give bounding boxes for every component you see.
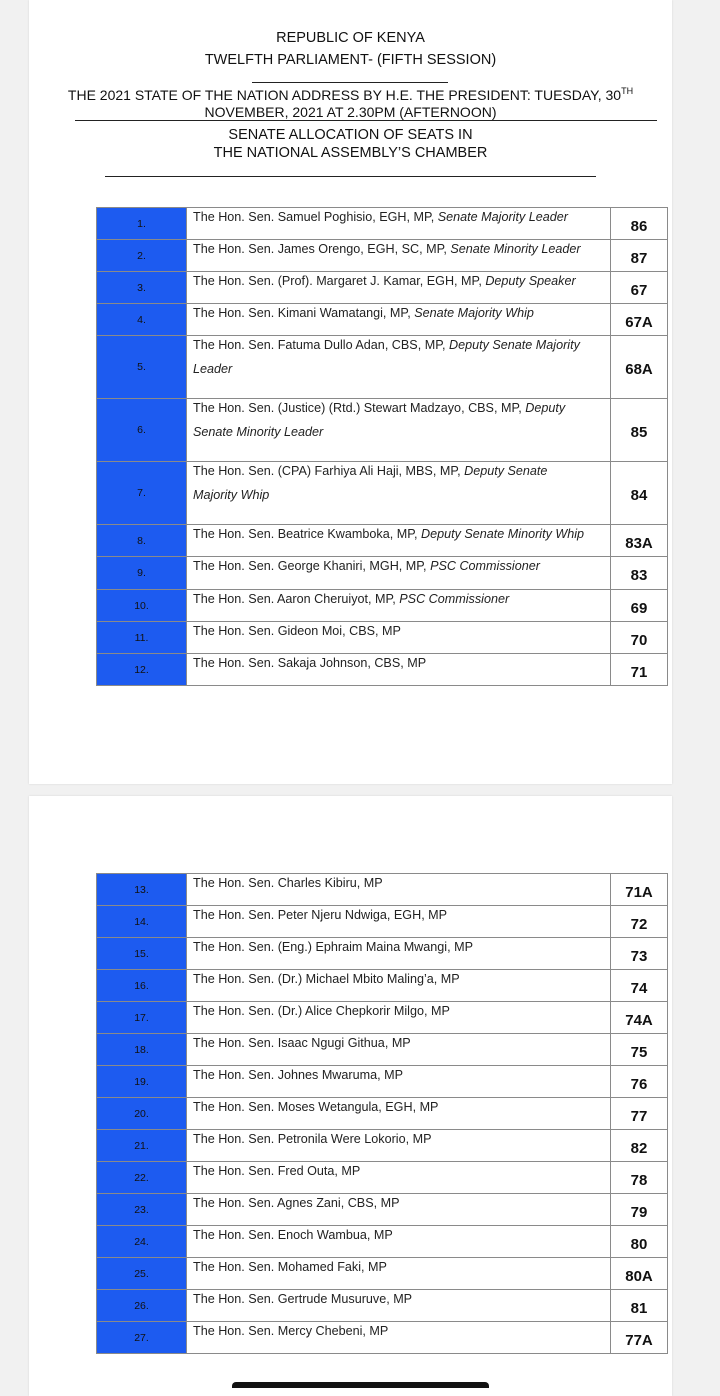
row-number: 18. [97,1034,187,1066]
table-row [97,654,668,686]
full-width-rule [75,120,657,121]
table-row [97,208,668,240]
row-number: 24. [97,1226,187,1258]
seat-number: 71A [611,874,668,906]
table-row [97,525,668,557]
table-row [97,462,668,525]
seat-number: 84 [611,462,668,525]
senator-cell [187,1194,611,1226]
senator-cell [187,1290,611,1322]
senator-cell [187,557,611,590]
senator-name: The Hon. Sen. (Dr.) Alice Chepkorir Milgo, MP [193,1004,450,1018]
senator-cell [187,938,611,970]
senator-name-line [193,401,606,416]
table-row [97,272,668,304]
senator-name: The Hon. Sen. Beatrice Kwamboka, MP, [193,527,421,541]
row-number: 2. [97,240,187,272]
allocation-heading-1: SENATE ALLOCATION OF SEATS IN [228,127,473,143]
row-number: 17. [97,1002,187,1034]
short-rule [252,82,448,83]
senator-role: Deputy [525,401,566,415]
table-row [97,557,668,590]
seat-number: 77A [611,1322,668,1354]
senator-role: Deputy Speaker [485,274,576,288]
row-number: 8. [97,525,187,557]
senator-cell [187,1002,611,1034]
senator-name: The Hon. Sen. (CPA) Farhiya Ali Haji, MBS, MP, [193,464,465,478]
senator-cell [187,622,611,654]
seat-number: 80 [611,1226,668,1258]
senator-name: The Hon. Sen. (Prof). Margaret J. Kamar, EGH, MP, [193,274,486,288]
address-line-2: NOVEMBER, 2021 AT 2.30PM (AFTERNOON) [204,104,497,120]
senator-cell [187,1098,611,1130]
seat-number: 74A [611,1002,668,1034]
row-number: 3. [97,272,187,304]
republic-heading: REPUBLIC OF KENYA [276,30,425,46]
seat-number: 72 [611,906,668,938]
senator-name: The Hon. Sen. (Dr.) Michael Mbito Maling’a, MP [193,972,460,986]
senator-name: The Hon. Sen. Petronila Were Lokorio, MP [193,1132,432,1146]
senator-role: Deputy Senate Minority Whip [420,527,585,541]
row-number: 16. [97,970,187,1002]
address-line-1-text: THE 2021 STATE OF THE NATION ADDRESS BY H.E. THE PRESIDENT: TUESDAY, 30 [67,87,622,103]
table-row [97,399,668,462]
row-number: 7. [97,462,187,525]
senator-name: The Hon. Sen. (Eng.) Ephraim Maina Mwangi, MP [193,940,473,954]
row-number: 25. [97,1258,187,1290]
senator-name: The Hon. Sen. Mohamed Faki, MP [193,1260,387,1274]
table-row [97,622,668,654]
senator-cell [187,1066,611,1098]
seat-number: 69 [611,590,668,622]
row-number: 10. [97,590,187,622]
senator-role: Senate Minority Leader [450,242,581,256]
table-row [97,938,668,970]
row-number: 9. [97,557,187,590]
senator-name: The Hon. Sen. Fred Outa, MP [193,1164,361,1178]
senator-role-continued: Majority Whip [193,488,270,502]
senator-cell [187,970,611,1002]
seat-number: 77 [611,1098,668,1130]
senator-name: The Hon. Sen. Enoch Wambua, MP [193,1228,393,1242]
table-row [97,1098,668,1130]
senator-name: The Hon. Sen. Gertrude Musuruve, MP [193,1292,413,1306]
senator-cell [187,304,611,336]
table-row [97,1194,668,1226]
table-row [97,1258,668,1290]
table-row [97,1226,668,1258]
senator-role-continued: Leader [193,362,233,376]
table-row [97,1162,668,1194]
row-number: 13. [97,874,187,906]
seat-number: 83A [611,525,668,557]
senator-cell [187,874,611,906]
document-page-1 [29,0,672,784]
row-number: 26. [97,1290,187,1322]
senator-cell [187,1034,611,1066]
seat-number: 74 [611,970,668,1002]
senator-role: Senate Majority Leader [437,210,568,224]
senator-name: The Hon. Sen. Isaac Ngugi Githua, MP [193,1036,411,1050]
table-row [97,874,668,906]
row-number: 23. [97,1194,187,1226]
row-number: 15. [97,938,187,970]
table-row [97,1034,668,1066]
senator-name: The Hon. Sen. Mercy Chebeni, MP [193,1324,389,1338]
senator-role-continued: Senate Minority Leader [193,425,324,439]
table-row [97,1066,668,1098]
allocation-heading-2: THE NATIONAL ASSEMBLY’S CHAMBER [213,145,488,161]
seat-number: 87 [611,240,668,272]
row-number: 14. [97,906,187,938]
table-row [97,1002,668,1034]
senator-name: The Hon. Sen. Kimani Wamatangi, MP, [193,306,415,320]
senator-cell [187,1258,611,1290]
senator-cell [187,1322,611,1354]
senator-name: The Hon. Sen. Aaron Cheruiyot, MP, [193,592,400,606]
senator-name: The Hon. Sen. James Orengo, EGH, SC, MP, [193,242,451,256]
senator-role: Senate Majority Whip [414,306,534,320]
senator-role: PSC Commissioner [430,559,540,573]
senator-cell [187,240,611,272]
table-row [97,1290,668,1322]
seat-number: 71 [611,654,668,686]
seat-number: 78 [611,1162,668,1194]
senator-cell [187,906,611,938]
senator-name: The Hon. Sen. Sakaja Johnson, CBS, MP [193,656,427,670]
date-ordinal-superscript: TH [621,86,634,96]
senator-role: Deputy Senate Majority [448,338,580,352]
seat-number: 86 [611,208,668,240]
senator-name: The Hon. Sen. Gideon Moi, CBS, MP [193,624,401,638]
row-number: 20. [97,1098,187,1130]
table-row [97,336,668,399]
senator-name: The Hon. Sen. Peter Njeru Ndwiga, EGH, MP [193,908,448,922]
parliament-heading: TWELFTH PARLIAMENT- (FIFTH SESSION) [204,52,497,68]
seat-number: 81 [611,1290,668,1322]
seat-number: 75 [611,1034,668,1066]
table-row [97,1130,668,1162]
seat-number: 85 [611,399,668,462]
seat-number: 68A [611,336,668,399]
seat-number: 67A [611,304,668,336]
senator-name: The Hon. Sen. (Justice) (Rtd.) Stewart Madzayo, CBS, MP, [193,401,526,415]
senator-name: The Hon. Sen. Samuel Poghisio, EGH, MP, [193,210,438,224]
table-row [97,304,668,336]
row-number: 11. [97,622,187,654]
row-number: 19. [97,1066,187,1098]
document-page-2 [29,796,672,1396]
senator-cell [187,272,611,304]
seat-allocation-table-1 [96,207,668,686]
senator-cell [187,654,611,686]
table-row [97,906,668,938]
senator-name: The Hon. Sen. Fatuma Dullo Adan, CBS, MP, [193,338,449,352]
seat-number: 82 [611,1130,668,1162]
table-row [97,970,668,1002]
table-row [97,590,668,622]
senator-role: PSC Commissioner [399,592,510,606]
table-row [97,1322,668,1354]
seat-number: 67 [611,272,668,304]
senator-cell [187,525,611,557]
seat-number: 80A [611,1258,668,1290]
row-number: 27. [97,1322,187,1354]
senator-name: The Hon. Sen. Agnes Zani, CBS, MP [193,1196,400,1210]
home-indicator-bar [232,1382,489,1388]
row-number: 21. [97,1130,187,1162]
seat-number: 79 [611,1194,668,1226]
senator-cell [187,1226,611,1258]
senator-cell [187,336,611,399]
seat-number: 83 [611,557,668,590]
seat-number: 76 [611,1066,668,1098]
allocation-rule [105,176,596,177]
table-row [97,240,668,272]
senator-cell [187,399,611,462]
row-number: 6. [97,399,187,462]
senator-cell [187,462,611,525]
row-number: 4. [97,304,187,336]
row-number: 1. [97,208,187,240]
row-number: 22. [97,1162,187,1194]
address-line-1 [29,86,672,104]
senator-name: The Hon. Sen. George Khaniri, MGH, MP, [193,559,431,573]
senator-role: Deputy Senate [464,464,548,478]
senator-cell [187,1162,611,1194]
seat-allocation-table-2 [96,873,668,1354]
senator-name: The Hon. Sen. Charles Kibiru, MP [193,876,383,890]
seat-number: 70 [611,622,668,654]
senator-name: The Hon. Sen. Moses Wetangula, EGH, MP [193,1100,439,1114]
row-number: 5. [97,336,187,399]
senator-cell [187,1130,611,1162]
senator-cell [187,208,611,240]
senator-name-line [193,464,606,479]
row-number: 12. [97,654,187,686]
seat-number: 73 [611,938,668,970]
senator-name: The Hon. Sen. Johnes Mwaruma, MP [193,1068,403,1082]
senator-name-line [193,338,606,353]
senator-cell [187,590,611,622]
